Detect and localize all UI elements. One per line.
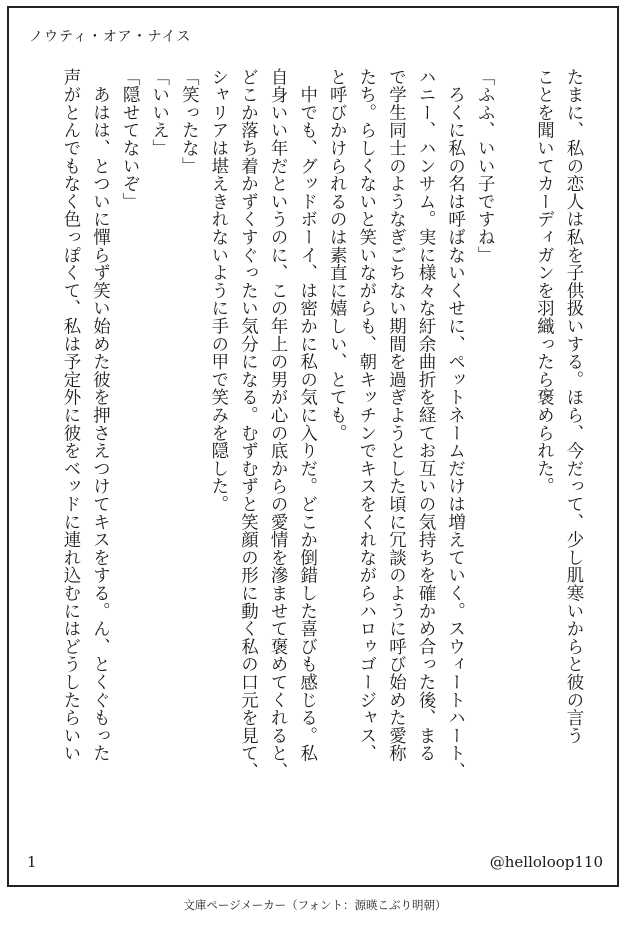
text-line: あはは、とついに憚らず笑い始めた彼を押さえつけてキスをする。ん、とくぐもった: [89, 68, 110, 763]
text-line: 「いいえ」: [148, 68, 169, 157]
text-line: で学生同士のようなぎごちない期間を過ぎようとした頃に冗談のように呼び始めた愛称: [385, 68, 406, 763]
text-line: ハニー、ハンサム。実に様々な紆余曲折を経てお互いの気持ちを確かめ合った後、まる: [415, 68, 436, 763]
text-line: 「ふふ、いい子ですね」: [474, 68, 495, 264]
text-line: たち。らしくないと笑いながらも、朝キッチンでキスをくれながらハロゥゴージャス、: [355, 68, 376, 763]
author-handle: @helloloop110: [489, 853, 603, 871]
text-line: [498, 68, 528, 828]
text-line: シャリアは堪えきれないように手の甲で笑みを隠した。: [207, 68, 228, 513]
text-line: たまに、私の恋人は私を子供扱いする。ほら、今だって、少し肌寒いからと彼の言う: [563, 68, 583, 745]
generator-footer: 文庫ページメーカー（フォント：源暎こぶり明朝）: [183, 898, 447, 912]
text-line: 「笑ったな」: [178, 68, 199, 175]
text-line: ろくに私の名は呼ばないくせに、ペットネームだけは増えていく。スウィートハート、: [444, 68, 465, 780]
page-title: ノウティ・オア・ナイス: [29, 29, 192, 45]
text-line: ことを聞いてカーディガンを羽織ったら褒められた。: [533, 68, 554, 496]
page-number: 1: [27, 853, 37, 871]
text-line: 中でも、グッドボーイ、は密かに私の気に入りだ。どこか倒錯した喜びも感じる。私: [296, 68, 317, 763]
text-line: と呼びかけられるのは素直に嬉しい、とても。: [326, 68, 347, 442]
text-line: 声がとんでもなく色っぽくて、私は予定外に彼をベッドに連れ込むにはどうしたらいい: [59, 68, 80, 763]
text-line: 「隠せてないぞ」: [119, 68, 140, 211]
text-line: どこか落ち着かずくすぐったい気分になる。むずむずと笑顔の形に動く私の口元を見て、: [237, 68, 258, 780]
text-line: 自身いい年だというのに、この年上の男が心の底からの愛情を滲ませて褒めてくれると、: [267, 68, 288, 780]
vertical-body-text: [54, 68, 587, 828]
book-page: [7, 6, 619, 887]
